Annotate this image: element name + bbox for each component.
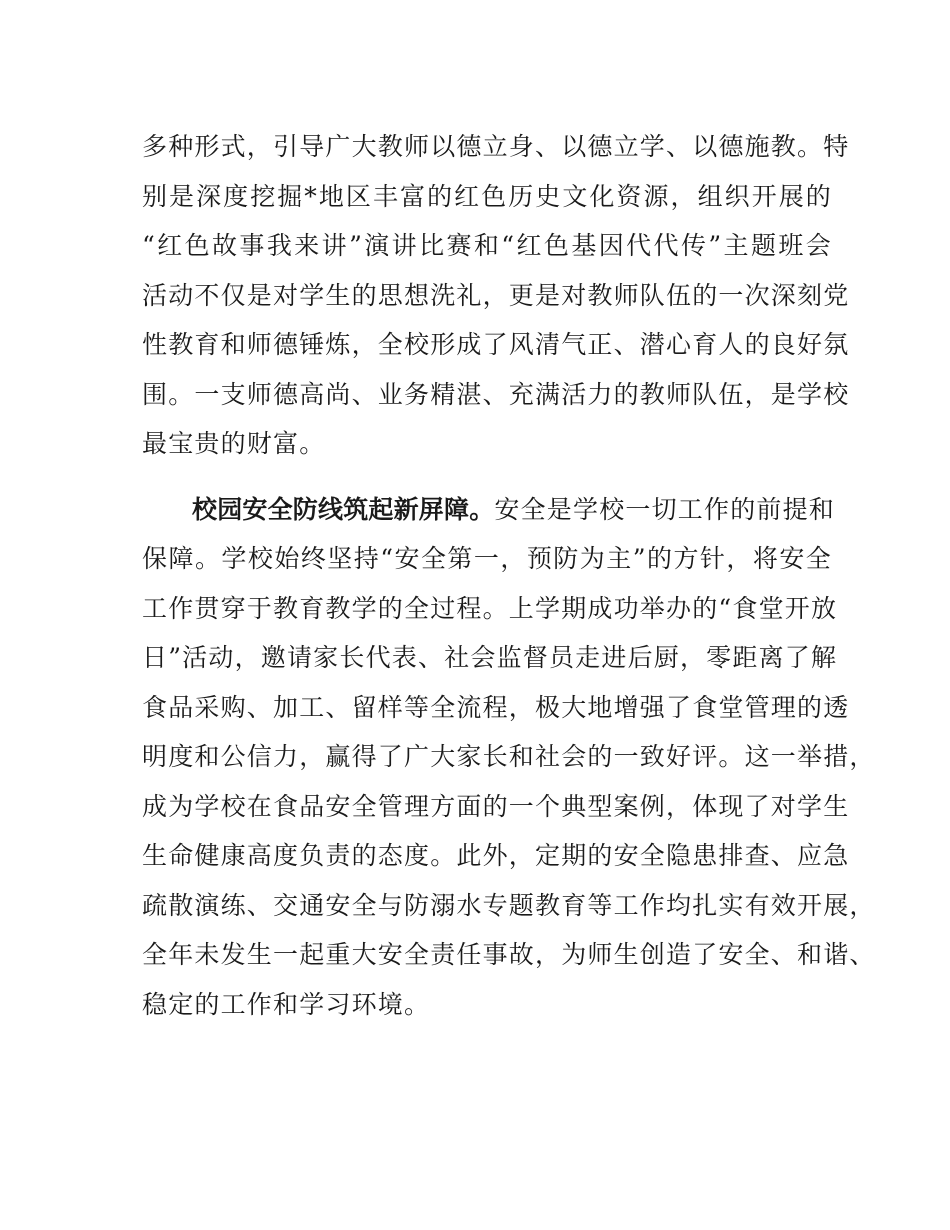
- paragraph-line: 全年未发生一起重大安全责任事故，为师生创造了安全、和谐、: [142, 940, 876, 969]
- paragraph-line: 多种形式，引导广大教师以德立身、以德立学、以德施教。特: [142, 132, 850, 161]
- paragraph-line: 围。一支师德高尚、业务精湛、充满活力的教师队伍，是学校: [142, 379, 850, 409]
- paragraph-line: 疏散演练、交通安全与防溺水专题教育等工作均扎实有效开展，: [142, 890, 876, 920]
- paragraph-first-line: [142, 485, 836, 535]
- paragraph-line: “红色故事我来讲”演讲比赛和“红色基因代代传”主题班会: [142, 231, 832, 260]
- paragraph-line: 保障。学校始终坚持“安全第一，预防为主”的方针，将安全: [142, 544, 832, 573]
- document-body: [142, 122, 876, 1029]
- paragraph-line: 食品采购、加工、留样等全流程，极大地增强了食堂管理的透: [142, 692, 850, 722]
- paragraph-line: 生命健康高度负责的态度。此外，定期的安全隐患排查、应急: [142, 841, 850, 870]
- paragraph-line: 别是深度挖掘*地区丰富的红色历史文化资源，组织开展的: [142, 181, 832, 211]
- section-heading: 校园安全防线筑起新屏障。: [192, 494, 495, 524]
- paragraph-line: 最宝贵的财富。: [142, 429, 326, 458]
- paragraph-line: 明度和公信力，赢得了广大家长和社会的一致好评。这一举措，: [142, 742, 876, 771]
- paragraph-campus-safety: [142, 485, 876, 1030]
- paragraph-line: 成为学校在食品安全管理方面的一个典型案例，体现了对学生: [142, 791, 850, 821]
- paragraph-line: 活动不仅是对学生的思想洗礼，更是对教师队伍的一次深刻党: [142, 280, 850, 310]
- paragraph-line: 性教育和师德锤炼，全校形成了风清气正、潜心育人的良好氛: [142, 330, 850, 359]
- paragraph-line-text: 安全是学校一切工作的前提和: [494, 494, 836, 524]
- paragraph-line: 日”活动，邀请家长代表、社会监督员走进后厨，零距离了解: [142, 643, 838, 672]
- paragraph-line: 工作贯穿于教育教学的全过程。上学期成功举办的“食堂开放: [142, 593, 838, 623]
- paragraph-spacer: [142, 469, 832, 485]
- paragraph-teacher-ethics: [142, 122, 850, 469]
- paragraph-line: 稳定的工作和学习环境。: [142, 989, 431, 1019]
